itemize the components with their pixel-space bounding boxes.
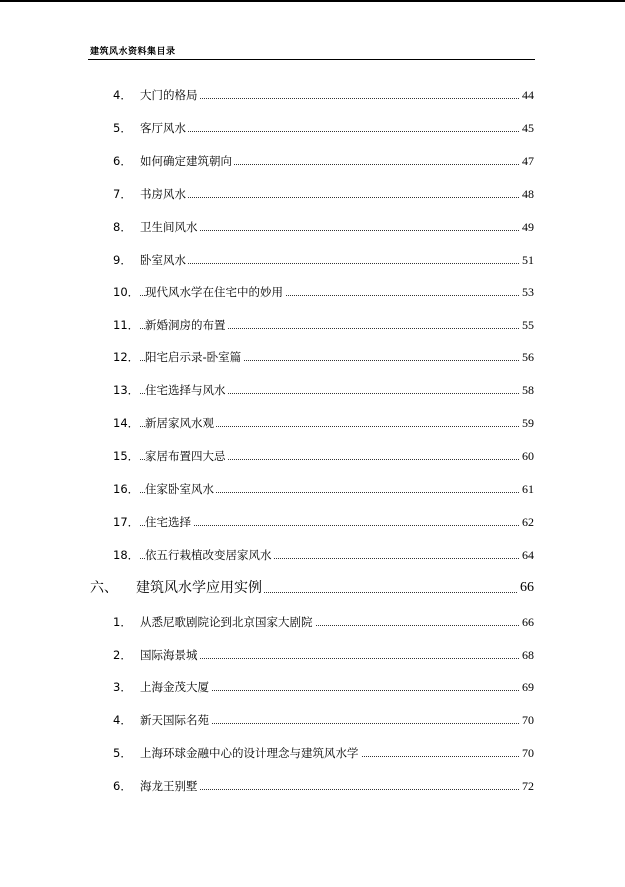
toc-entry[interactable] <box>0 545 625 565</box>
toc-entry[interactable] <box>0 217 625 237</box>
toc-entry[interactable] <box>0 250 625 270</box>
entry-page: 72 <box>520 776 534 796</box>
entry-title: 大门的格局 <box>140 85 200 105</box>
toc-entry[interactable] <box>0 315 625 335</box>
dot-leader <box>140 525 521 526</box>
chapter-title: 建筑风水学应用实例 <box>136 576 264 600</box>
entry-title: 住宅选择 <box>145 512 193 532</box>
entry-title: 新居家风水观 <box>145 413 216 433</box>
entry-page: 69 <box>520 677 534 697</box>
entry-number: 5． <box>113 121 132 135</box>
header-rule <box>88 59 535 60</box>
entry-title: 卧室风水 <box>140 250 188 270</box>
entry-page: 70 <box>520 710 534 730</box>
entry-title: 住宅选择与风水 <box>145 380 228 400</box>
entry-number: 15． <box>113 449 140 463</box>
toc-entry[interactable] <box>0 118 625 138</box>
toc-entry[interactable] <box>0 151 625 171</box>
entry-title: 从悉尼歌剧院论到北京国家大剧院 <box>140 612 315 632</box>
entry-page: 56 <box>520 347 534 367</box>
entry-number: 9． <box>113 253 132 267</box>
toc-entry[interactable] <box>0 743 625 763</box>
entry-number: 16． <box>113 482 140 496</box>
entry-number: 17． <box>113 515 140 529</box>
entry-page: 55 <box>520 315 534 335</box>
toc-entry[interactable] <box>0 710 625 730</box>
entry-page: 60 <box>520 446 534 466</box>
entry-title: 阳宅启示录-卧室篇 <box>145 347 243 367</box>
entry-number: 4． <box>113 713 132 727</box>
entry-number: 10． <box>113 285 140 299</box>
entry-number: 4． <box>113 88 132 102</box>
top-border-line <box>0 0 625 2</box>
entry-page: 66 <box>520 612 534 632</box>
toc-entry[interactable] <box>0 645 625 665</box>
toc-chapter-entry[interactable] <box>0 576 625 600</box>
chapter-page: 66 <box>518 576 534 600</box>
toc-entry[interactable] <box>0 512 625 532</box>
entry-title: 家居布置四大忌 <box>145 446 228 466</box>
entry-page: 59 <box>520 413 534 433</box>
entry-number: 5． <box>113 746 132 760</box>
entry-title: 书房风水 <box>140 184 188 204</box>
entry-number: 3． <box>113 680 132 694</box>
entry-title: 新婚洞房的布置 <box>145 315 228 335</box>
entry-page: 51 <box>520 250 534 270</box>
entry-number: 12． <box>113 350 140 364</box>
dot-leader <box>140 131 521 132</box>
entry-number: 6． <box>113 779 132 793</box>
toc-entry[interactable] <box>0 184 625 204</box>
entry-title: 新天国际名苑 <box>140 710 211 730</box>
toc-entry[interactable] <box>0 612 625 632</box>
entry-page: 68 <box>520 645 534 665</box>
dot-leader <box>140 197 521 198</box>
entry-page: 64 <box>520 545 534 565</box>
chapter-number: 六、 <box>90 580 118 596</box>
entry-number: 13． <box>113 383 140 397</box>
toc-entry[interactable] <box>0 776 625 796</box>
entry-page: 45 <box>520 118 534 138</box>
toc-entry[interactable] <box>0 282 625 302</box>
entry-title: 依五行栽植改变居家风水 <box>145 545 274 565</box>
entry-number: 7． <box>113 187 132 201</box>
entry-number: 6． <box>113 154 132 168</box>
toc-entry[interactable] <box>0 479 625 499</box>
entry-page: 48 <box>520 184 534 204</box>
toc-entry[interactable] <box>0 677 625 697</box>
entry-title: 卫生间风水 <box>140 217 200 237</box>
entry-page: 61 <box>520 479 534 499</box>
entry-page: 49 <box>520 217 534 237</box>
entry-title: 上海环球金融中心的设计理念与建筑风水学 <box>140 743 361 763</box>
entry-title: 国际海景城 <box>140 645 200 665</box>
entry-title: 住家卧室风水 <box>145 479 216 499</box>
entry-page: 70 <box>520 743 534 763</box>
entry-title: 现代风水学在住宅中的妙用 <box>145 282 285 302</box>
toc-entry[interactable] <box>0 380 625 400</box>
entry-title: 如何确定建筑朝向 <box>140 151 234 171</box>
toc-entry[interactable] <box>0 85 625 105</box>
entry-page: 47 <box>520 151 534 171</box>
entry-number: 2． <box>113 648 132 662</box>
entry-page: 58 <box>520 380 534 400</box>
toc-entry[interactable] <box>0 347 625 367</box>
entry-number: 8． <box>113 220 132 234</box>
entry-page: 44 <box>520 85 534 105</box>
dot-leader <box>140 263 521 264</box>
entry-title: 客厅风水 <box>140 118 188 138</box>
toc-entry[interactable] <box>0 446 625 466</box>
entry-title: 上海金茂大厦 <box>140 677 211 697</box>
entry-title: 海龙王别墅 <box>140 776 200 796</box>
entry-number: 11． <box>113 318 140 332</box>
entry-number: 1． <box>113 615 132 629</box>
entry-number: 18． <box>113 548 140 562</box>
running-header: 建筑风水资料集目录 <box>90 47 176 57</box>
toc-entry[interactable] <box>0 413 625 433</box>
entry-number: 14． <box>113 416 140 430</box>
entry-page: 62 <box>520 512 534 532</box>
entry-page: 53 <box>520 282 534 302</box>
